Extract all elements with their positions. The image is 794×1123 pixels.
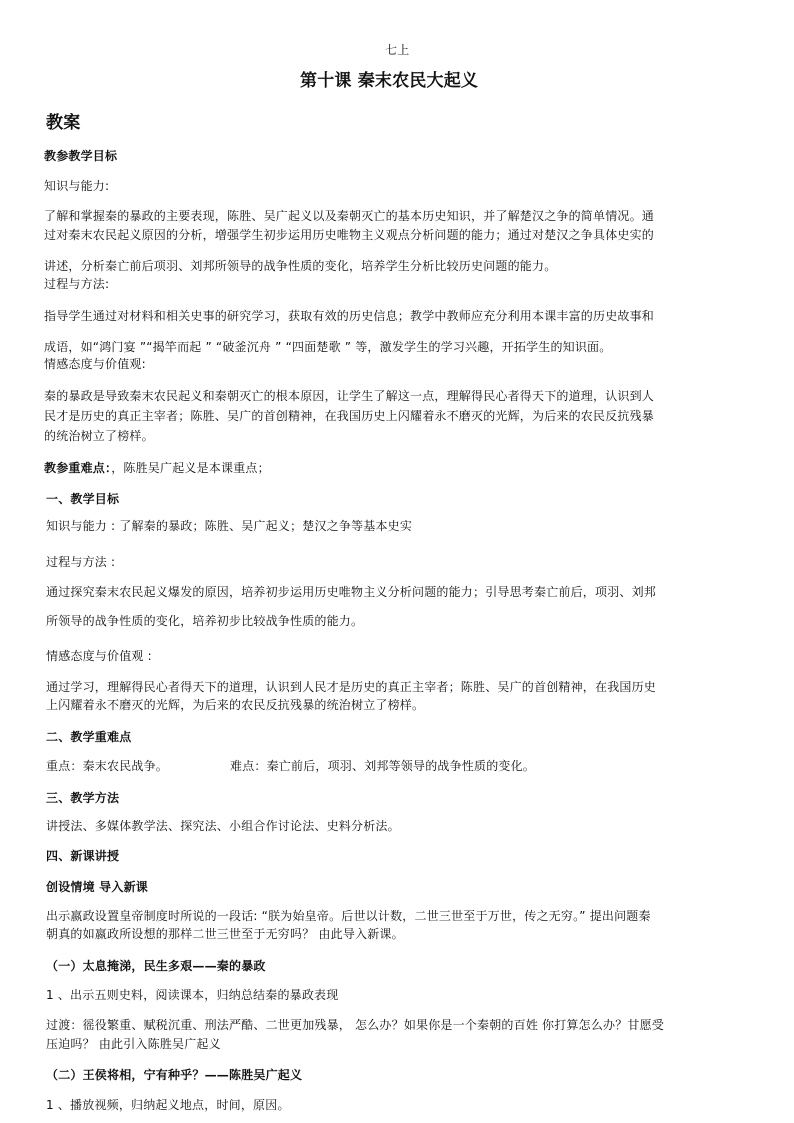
s4-intro-line: 朝真的如嬴政所设想的那样二世三世至于无穷吗？ 由此导入新课。 xyxy=(46,927,404,941)
s4-part1-title: （一）太息掩涕，民生多艰——秦的暴政 xyxy=(46,959,266,973)
s2-title: 二、教学重难点 xyxy=(46,730,132,744)
s1-ev-line: 上闪耀着永不磨灭的光辉，为后来的农民反抗残暴的统治树立了榜样。 xyxy=(46,698,425,712)
difficulty-text: ，陈胜吴广起义是本课重点； xyxy=(111,461,270,475)
s1-title: 一、教学目标 xyxy=(46,492,120,506)
s4-title: 四、新课讲授 xyxy=(46,849,120,863)
lesson-title: 第十课 秦末农民大起义 xyxy=(300,71,479,91)
goals-ka-line: 过对秦末农民起义原因的分析，增强学生初步运用历史唯物主义观点分析问题的能力；通过对楚汉之争具体史实的 xyxy=(44,228,655,242)
goals-pm-line: 成语，如“鸿门宴 ”“揭竿而起 ” “破釜沉舟 ” “四面楚歌 ” 等，激发学生的学习兴趣，开拓学生的知识面。 xyxy=(44,340,612,354)
difficulty-line xyxy=(44,460,270,476)
goals-ev-label: 情感态度与价值观: xyxy=(44,357,146,371)
s4-part1-item: 1 、出示五则史料，阅读课本，归纳总结秦的暴政表现 xyxy=(46,988,339,1002)
difficulty-label: 教参重难点： xyxy=(44,461,112,475)
s2-hard-point: 难点：秦亡前后，项羽、刘邦等领导的战争性质的变化。 xyxy=(230,759,536,773)
s4-intro-line: 出示嬴政设置皇帝制度时所说的一段话: “朕为始皇帝。后世以计数，二世三世至于万世，传之无穷。” 提出问题秦 xyxy=(46,909,651,923)
s1-knowledge: 知识与能力 : 了解秦的暴政；陈胜、吴广起义；楚汉之争等基本史实 xyxy=(46,519,413,533)
goals-ev-line: 秦的暴政是导致秦末农民起义和秦朝灭亡的根本原因，让学生了解这一点，理解得民心者得天下的道理，认识到人 xyxy=(44,389,655,403)
s1-ev-label: 情感态度与价值观 : xyxy=(46,649,152,663)
goals-ka-line: 了解和掌握秦的暴政的主要表现，陈胜、吴广起义以及秦朝灭亡的基本历史知识，并了解楚汉之争的简单情况。通 xyxy=(44,209,655,223)
grade-label: 七上 xyxy=(385,43,410,57)
s3-title: 三、教学方法 xyxy=(46,791,120,805)
s4-intro-title: 创设情境 导入新课 xyxy=(46,880,148,894)
goals-ev-line: 的统治树立了榜样。 xyxy=(44,429,154,443)
goals-ka-line: 讲述，分析秦亡前后项羽、刘邦所领导的战争性质的变化，培养学生分析比较历史问题的能力。 xyxy=(44,259,557,273)
goals-ev-line: 民才是历史的真正主宰者；陈胜、吴广的首创精神，在我国历史上闪耀着永不磨灭的光辉，为后来的农民反抗残暴 xyxy=(44,409,655,423)
s3-methods: 讲授法、多媒体教学法、探究法、小组合作讨论法、史料分析法。 xyxy=(46,819,400,833)
s4-part2-title: （二）王侯将相，宁有种乎？——陈胜吴广起义 xyxy=(46,1068,303,1082)
s1-pm-label: 过程与方法 : xyxy=(46,555,116,569)
s4-part2-item: 1 、播放视频，归纳起义地点，时间，原因。 xyxy=(46,1098,290,1112)
s1-ev-line: 通过学习，理解得民心者得天下的道理，认识到人民才是历史的真正主宰者；陈胜、吴广的首创精神，在我国历史 xyxy=(46,680,657,694)
s4-part1-transition: 过渡：徭役繁重、赋税沉重、刑法严酷、二世更加残暴， 怎么办？如果你是一个秦朝的百姓 你打算怎么办？甘愿受 xyxy=(46,1018,665,1032)
goals-pm-label: 过程与方法: xyxy=(44,277,110,291)
s4-part1-transition: 压迫吗？ 由此引入陈胜吴广起义 xyxy=(46,1037,221,1051)
s1-pm-line: 所领导的战争性质的变化，培养初步比较战争性质的能力。 xyxy=(46,614,364,628)
goals-ka-label: 知识与能力: xyxy=(44,179,110,193)
s2-key-point: 重点：秦末农民战争。 xyxy=(46,759,169,773)
s1-pm-line: 通过探究秦末农民起义爆发的原因，培养初步运用历史唯物主义分析问题的能力；引导思考秦亡前后，项羽、刘邦 xyxy=(46,585,657,599)
goals-heading: 教参教学目标 xyxy=(44,149,118,163)
section-heading-jiaoan: 教案 xyxy=(46,113,81,133)
goals-pm-line: 指导学生通过对材料和相关史事的研究学习，获取有效的历史信息；教学中教师应充分利用本课丰富的历史故事和 xyxy=(44,309,655,323)
